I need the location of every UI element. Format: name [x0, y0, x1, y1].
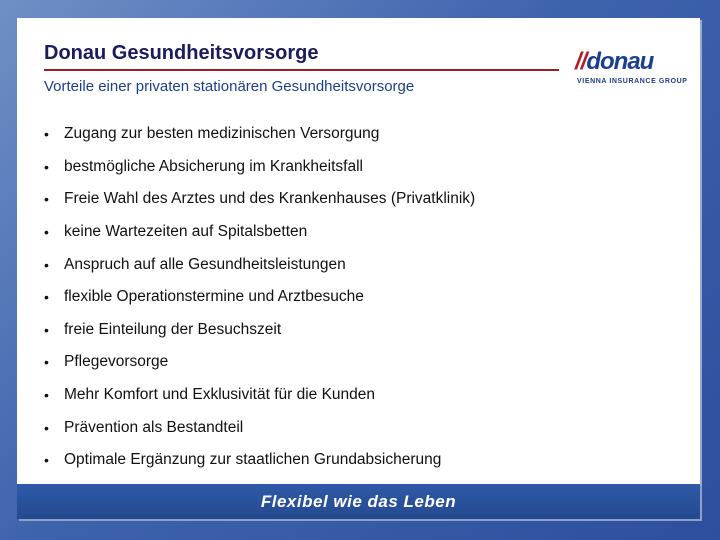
list-item-text: Anspruch auf alle Gesundheitsleistungen — [64, 255, 346, 273]
list-item-text: Zugang zur besten medizinischen Versorgung — [64, 125, 380, 143]
list-item — [44, 281, 475, 314]
list-item — [44, 216, 475, 249]
list-item-text: Pflegevorsorge — [64, 353, 169, 371]
list-item — [44, 379, 475, 412]
footer-banner — [17, 484, 700, 519]
bullet-icon: • — [44, 419, 49, 436]
slide-title: Donau Gesundheitsvorsorge — [44, 42, 319, 64]
list-item — [44, 411, 475, 444]
list-item — [44, 314, 475, 347]
logo-tagline: VIENNA INSURANCE GROUP — [577, 78, 688, 85]
bullet-icon: • — [44, 126, 49, 143]
donau-logo — [575, 48, 688, 94]
logo-slash: // — [575, 48, 587, 75]
list-item — [44, 346, 475, 379]
list-item — [44, 118, 475, 151]
list-item-text: freie Einteilung der Besuchszeit — [64, 320, 282, 338]
logo-word: donau — [586, 48, 654, 75]
list-item-text: keine Wartezeiten auf Spitalsbetten — [64, 223, 308, 241]
slide-subtitle: Vorteile einer privaten stationären Gesundheitsvorsorge — [44, 78, 415, 95]
bullet-icon: • — [44, 452, 49, 469]
bullet-icon: • — [44, 256, 49, 273]
title-divider — [44, 69, 559, 71]
list-item-text: Freie Wahl des Arztes und des Krankenhauses (Privatklinik) — [64, 190, 476, 208]
bullet-icon: • — [44, 191, 49, 208]
list-item-text: flexible Operationstermine und Arztbesuche — [64, 288, 364, 306]
list-item — [44, 248, 475, 281]
list-item-text: Mehr Komfort und Exklusivität für die Kunden — [64, 386, 376, 404]
bullet-icon: • — [44, 321, 49, 338]
list-item-text: Optimale Ergänzung zur staatlichen Grundabsicherung — [64, 451, 442, 469]
list-item — [44, 183, 475, 216]
bullet-icon: • — [44, 289, 49, 306]
list-item — [44, 151, 475, 184]
list-item — [44, 444, 475, 477]
bullet-icon: • — [44, 354, 49, 371]
slide — [17, 18, 700, 484]
bullet-icon: • — [44, 158, 49, 175]
list-item-text: bestmögliche Absicherung im Krankheitsfall — [64, 157, 363, 175]
logo-wordmark — [575, 48, 653, 76]
benefits-list — [44, 118, 475, 477]
bullet-icon: • — [44, 224, 49, 241]
list-item-text: Prävention als Bestandteil — [64, 418, 244, 436]
bullet-icon: • — [44, 387, 49, 404]
footer-slogan: Flexibel wie das Leben — [260, 491, 457, 511]
